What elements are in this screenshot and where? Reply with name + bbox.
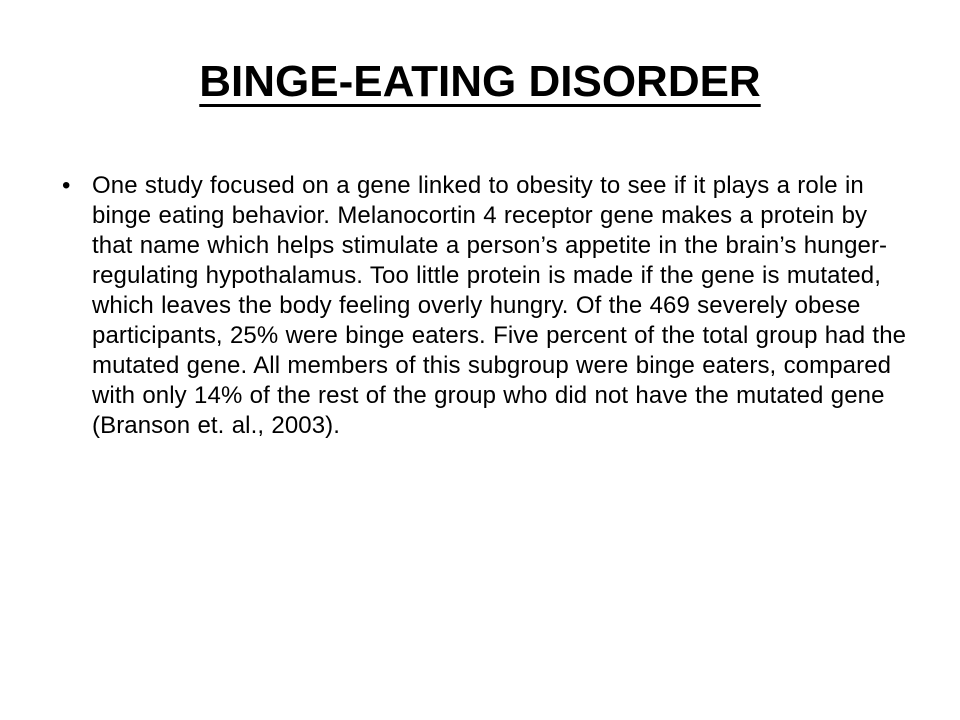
- bullet-item: [62, 171, 912, 441]
- bullet-list: [62, 171, 912, 441]
- slide-title: BINGE-EATING DISORDER: [199, 57, 761, 106]
- bullet-text: One study focused on a gene linked to obesity to see if it plays a role in binge eating behavior. Melanocortin 4 receptor gene makes a protein by that name which helps stimulate a person’s appetite in the brain’s hunger-regulating hypothalamus. Too little protein is made if the gene is mutated, which leaves the body feeling overly hungry. Of the 469 severely obese participants, 25% were binge eaters. Five percent of the total group had the mutated gene. All members of this subgroup were binge eaters, compared with only 14% of the rest of the group who did not have the mutated gene (Branson et. al., 2003).: [92, 172, 907, 439]
- bullet-marker: •: [62, 172, 71, 199]
